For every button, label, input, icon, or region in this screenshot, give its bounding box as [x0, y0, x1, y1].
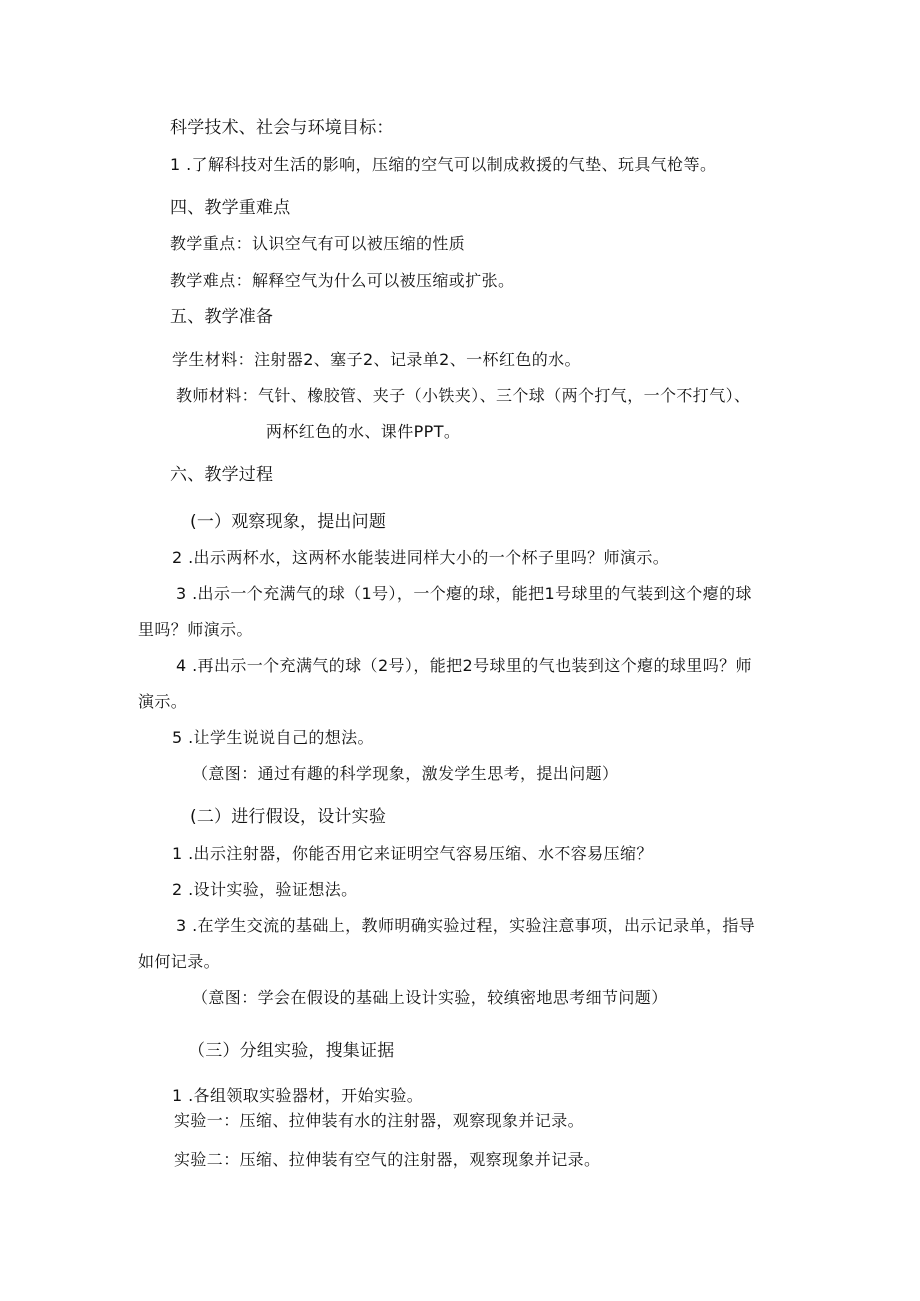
step-5-line: 5 .让学生说说自己的想法。	[172, 728, 374, 747]
subsection-heading-2: (二）进行假设，设计实验	[190, 807, 387, 827]
section-subtitle-sts-goal: 科学技术、社会与环境目标：	[170, 118, 394, 138]
goal-item-1: 1 .了解科技对生活的影响，压缩的空气可以制成救援的气垫、玩具气枪等。	[170, 155, 717, 174]
step-4-line-1: 4 .再出示一个充满气的球（2号），能把2号球里的气也装到这个瘪的球里吗？师	[176, 656, 752, 675]
step-3-line-1: 3 .出示一个充满气的球（1号），一个瘪的球，能把1号球里的气装到这个瘪的球	[176, 584, 752, 603]
design-step-3-line-1: 3 .在学生交流的基础上，教师明确实验过程，实验注意事项，出示记录单，指导	[176, 916, 756, 935]
design-step-2: 2 .设计实验，验证想法。	[172, 880, 358, 899]
teacher-materials-line-2: 两杯红色的水、课件PPT。	[266, 422, 461, 441]
subsection-heading-3: （三）分组实验，搜集证据	[188, 1041, 395, 1061]
experiment-1-line: 实验一：压缩、拉伸装有水的注射器，观察现象并记录。	[174, 1111, 585, 1130]
intent-note-1: （意图：通过有趣的科学现象，激发学生思考，提出问题）	[192, 764, 619, 783]
key-point-line: 教学重点：认识空气有可以被压缩的性质	[170, 234, 466, 253]
design-step-3-line-2: 如何记录。	[138, 952, 221, 971]
step-4-line-2: 演示。	[138, 692, 188, 711]
section-heading-6: 六、教学过程	[170, 465, 274, 485]
step-3-line-2: 里吗？师演示。	[138, 620, 253, 639]
subsection-heading-1: (一）观察现象，提出问题	[190, 512, 387, 532]
student-materials-line: 学生材料：注射器2、塞子2、记录单2、一杯红色的水。	[172, 350, 581, 369]
section-heading-4: 四、教学重难点	[170, 198, 291, 218]
group-step-1: 1 .各组领取实验器材，开始实验。	[172, 1086, 424, 1105]
section-heading-5: 五、教学准备	[170, 307, 274, 327]
step-2-line: 2 .出示两杯水，这两杯水能装进同样大小的一个杯子里吗？师演示。	[172, 548, 670, 567]
intent-note-2: （意图：学会在假设的基础上设计实验，较缜密地思考细节问题）	[192, 988, 668, 1007]
design-step-1: 1 .出示注射器，你能否用它来证明空气容易压缩、水不容易压缩？	[172, 844, 653, 863]
difficult-point-line: 教学难点：解释空气为什么可以被压缩或扩张。	[170, 271, 515, 290]
experiment-2-line: 实验二：压缩、拉伸装有空气的注射器，观察现象并记录。	[174, 1150, 601, 1169]
teacher-materials-line-1: 教师材料：气针、橡胶管、夹子（小铁夹）、三个球（两个打气，一个不打气）、	[176, 386, 751, 405]
